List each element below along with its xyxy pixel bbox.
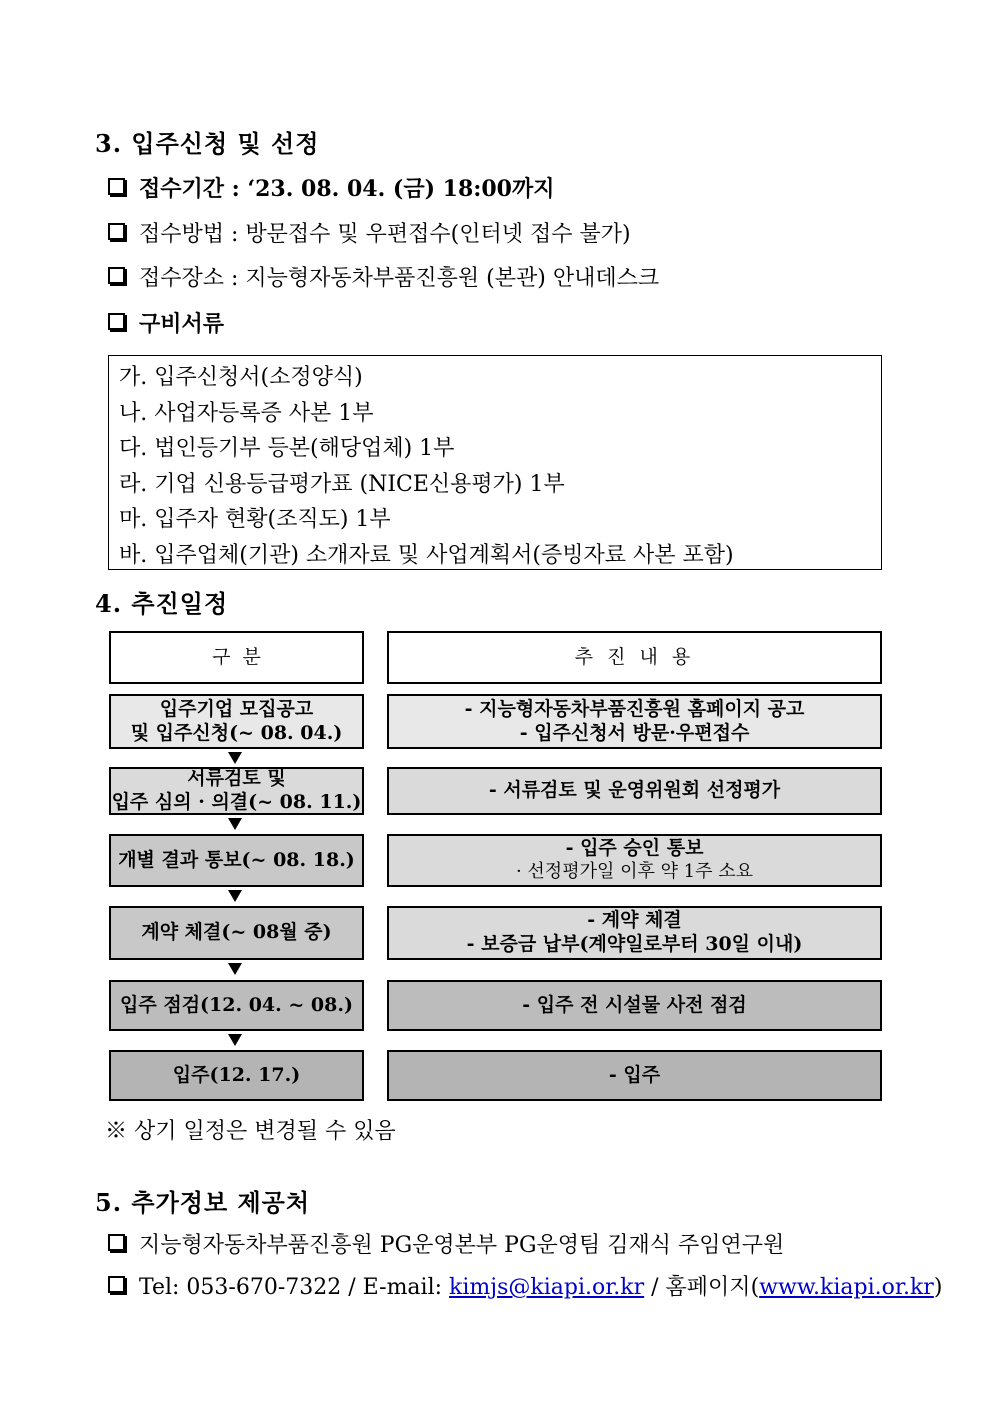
document-item: 다. 법인등기부 등본(해당업체) 1부 (119, 436, 455, 461)
down-arrow-icon (228, 1034, 242, 1046)
checkbox-square-icon (108, 223, 125, 240)
required-documents-box (108, 355, 882, 570)
intake-place-item (108, 261, 659, 292)
step-3-content-line1: - 입주 승인 통보 (565, 837, 704, 860)
homepage-label: / 홈페이지( (644, 1275, 760, 1300)
step-5-period (109, 980, 364, 1031)
schedule-note: ※ 상기 일정은 변경될 수 있음 (105, 1119, 396, 1144)
step-5-period-line1: 입주 점검(12. 04. ~ 08.) (120, 993, 353, 1016)
step-2-content-line1: - 서류검토 및 운영위원회 선정평가 (488, 779, 781, 802)
step-3-content (387, 834, 882, 887)
step-2-period-line2: 입주 심의 · 의결(~ 08. 11.) (111, 791, 362, 813)
down-arrow-icon (228, 890, 242, 902)
step-4-period-line1: 계약 체결(~ 08월 중) (141, 921, 332, 944)
step-2-period (109, 767, 364, 815)
email-link[interactable]: kimjs@kiapi.or.kr (449, 1275, 645, 1300)
section-3-heading: 3. 입주신청 및 선정 (95, 129, 320, 158)
homepage-link[interactable]: www.kiapi.or.kr (759, 1275, 934, 1300)
intake-method-text: 접수방법 : 방문접수 및 우편접수(인터넷 접수 불가) (139, 222, 631, 247)
checkbox-square-icon (108, 1276, 125, 1293)
intake-period-item (108, 172, 555, 203)
contact-person-text: 지능형자동차부품진흥원 PG운영본부 PG운영팀 김재식 주임연구원 (139, 1233, 785, 1258)
step-6-content-line1: - 입주 (608, 1063, 661, 1086)
tel-email-label: Tel: 053-670-7322 / E-mail: (139, 1275, 450, 1300)
contact-info-item (108, 1270, 942, 1301)
intake-place-text: 접수장소 : 지능형자동차부품진흥원 (본관) 안내데스크 (139, 266, 660, 291)
homepage-close: ) (933, 1275, 943, 1300)
step-3-content-line2: · 선정평가일 이후 약 1주 소요 (515, 861, 754, 883)
step-4-period (109, 906, 364, 960)
checkbox-square-icon (108, 178, 125, 195)
document-item: 나. 사업자등록증 사본 1부 (119, 400, 374, 426)
step-3-period (109, 834, 364, 887)
checkbox-square-icon (108, 267, 125, 284)
step-5-content (387, 980, 882, 1031)
down-arrow-icon (228, 963, 242, 975)
intake-period-text: 접수기간 : ‘23. 08. 04. (금) 18:00까지 (139, 176, 555, 202)
required-docs-item (108, 307, 224, 338)
step-1-content (387, 694, 882, 749)
step-1-content-line1: - 지능형자동차부품진흥원 홈페이지 공고 (464, 697, 805, 720)
document-item: 마. 입주자 현황(조직도) 1부 (119, 507, 391, 532)
contact-person-item (108, 1228, 784, 1259)
schedule-header-left: 구 분 (109, 631, 364, 684)
section-5-heading: 5. 추가정보 제공처 (95, 1188, 311, 1217)
step-6-period (109, 1050, 364, 1101)
document-item: 바. 입주업체(기관) 소개자료 및 사업계획서(증빙자료 사본 포함) (119, 542, 734, 568)
intake-method-item (108, 217, 631, 248)
step-1-period-line1: 입주기업 모집공고 (159, 697, 314, 720)
step-1-period-line2: 및 입주신청(~ 08. 04.) (130, 721, 343, 744)
step-1-period (109, 694, 364, 749)
step-1-content-line2: - 입주신청서 방문·우편접수 (519, 721, 750, 744)
step-2-period-line1: 서류검토 및 (187, 767, 286, 790)
step-2-content (387, 767, 882, 815)
required-docs-text: 구비서류 (139, 311, 225, 337)
step-4-content-line1: - 계약 체결 (587, 909, 682, 932)
section-4-heading: 4. 추진일정 (95, 589, 229, 618)
down-arrow-icon (228, 752, 242, 764)
step-5-content-line1: - 입주 전 시설물 사전 점검 (522, 993, 747, 1016)
step-4-content (387, 906, 882, 960)
step-4-content-line2: - 보증금 납부(계약일로부터 30일 이내) (466, 933, 803, 955)
down-arrow-icon (228, 818, 242, 830)
step-6-content (387, 1050, 882, 1101)
document-item: 라. 기업 신용등급평가표 (NICE신용평가) 1부 (119, 471, 565, 497)
checkbox-square-icon (108, 313, 125, 330)
document-item: 가. 입주신청서(소정양식) (119, 365, 363, 390)
step-6-period-line1: 입주(12. 17.) (172, 1063, 301, 1086)
step-3-period-line1: 개별 결과 통보(~ 08. 18.) (118, 848, 355, 871)
schedule-header-right: 추 진 내 용 (387, 631, 882, 684)
checkbox-square-icon (108, 1234, 125, 1251)
